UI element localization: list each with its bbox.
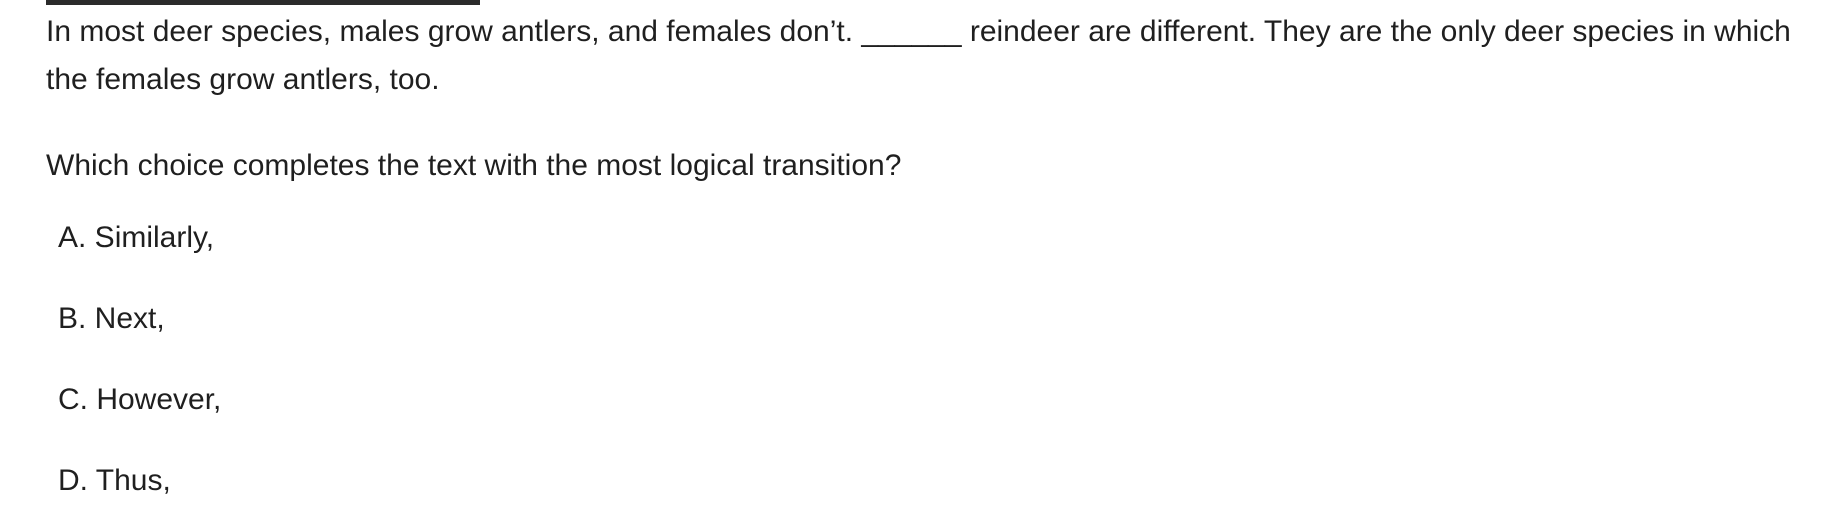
choice-a[interactable]: A. Similarly,: [58, 221, 215, 254]
answer-choices: [58, 214, 221, 505]
choice-b[interactable]: B. Next,: [58, 302, 165, 335]
passage-text: In most deer species, males grow antlers, and females don’t. ______ reindeer are different. They are the only deer species in which the females grow antlers, too.: [46, 15, 1791, 96]
choice-c[interactable]: C. However,: [58, 383, 222, 416]
question-prompt: Which choice completes the text with the most logical transition?: [46, 149, 902, 182]
top-divider-bar: [46, 0, 480, 5]
choice-d[interactable]: D. Thus,: [58, 464, 171, 497]
